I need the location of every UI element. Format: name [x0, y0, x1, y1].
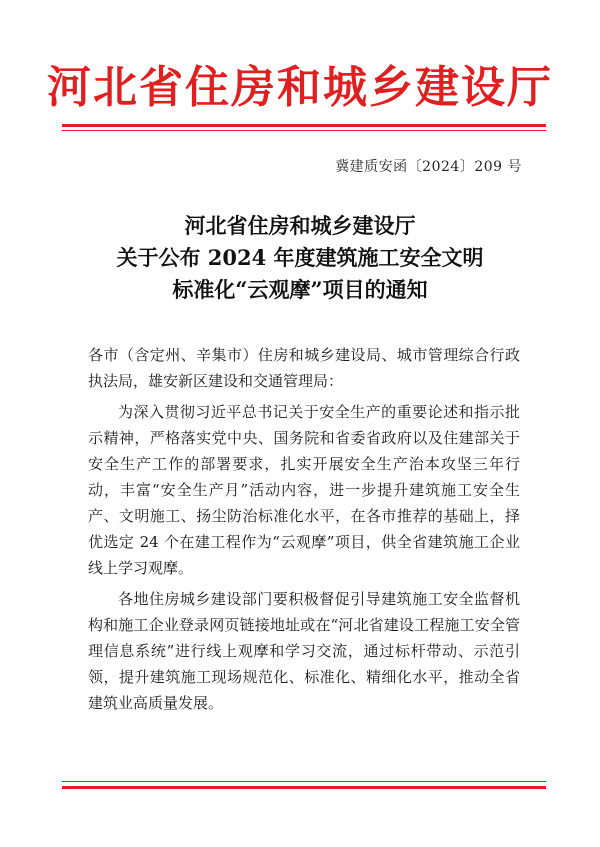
- title-line-2: 关于公布 2024 年度建筑施工安全文明: [116, 245, 484, 270]
- letterhead-divider-thin: [62, 130, 546, 131]
- document-number: 冀建质安函〔2024〕209 号: [335, 159, 522, 175]
- title-line-3: 标准化“云观摩”项目的通知: [172, 277, 428, 302]
- letterhead-divider-thick: [62, 124, 546, 127]
- body-paragraph-2: 各地住房城乡建设部门要积极督促引导建筑施工安全监督机构和施工企业登录网页链接地址或在“河北省建设工程施工安全管理信息系统”进行线上观摩和学习交流，通过标杆带动、示范引领，提升建筑施工现场规范化、标准化、精细化水平，推动全省建筑业高质量发展。: [88, 590, 520, 712]
- footer-divider-thick: [62, 786, 546, 789]
- document-title: [0, 210, 600, 306]
- title-line-1: 河北省住房和城乡建设厅: [184, 213, 416, 238]
- document-body: [88, 342, 520, 716]
- recipients-paragraph: 各市（含定州、辛集市）住房和城乡建设局、城市管理综合行政执法局，雄安新区建设和交通管理局：: [88, 346, 520, 390]
- body-paragraph-1: 为深入贯彻习近平总书记关于安全生产的重要论述和指示批示精神，严格落实党中央、国务院和省委省政府以及住建部关于安全生产工作的部署要求，扎实开展安全生产治本攻坚三年行动，丰富“安全生产月”活动内容，进一步提升建筑施工安全生产、文明施工、扬尘防治标准化水平，在各市推荐的基础上，择优选定 24 个在建工程作为“云观摩”项目，供全省建筑施工企业线上学习观摩。: [88, 403, 520, 577]
- letterhead-title: 河北省住房和城乡建设厅: [47, 62, 553, 113]
- footer-divider-thin: [62, 781, 546, 782]
